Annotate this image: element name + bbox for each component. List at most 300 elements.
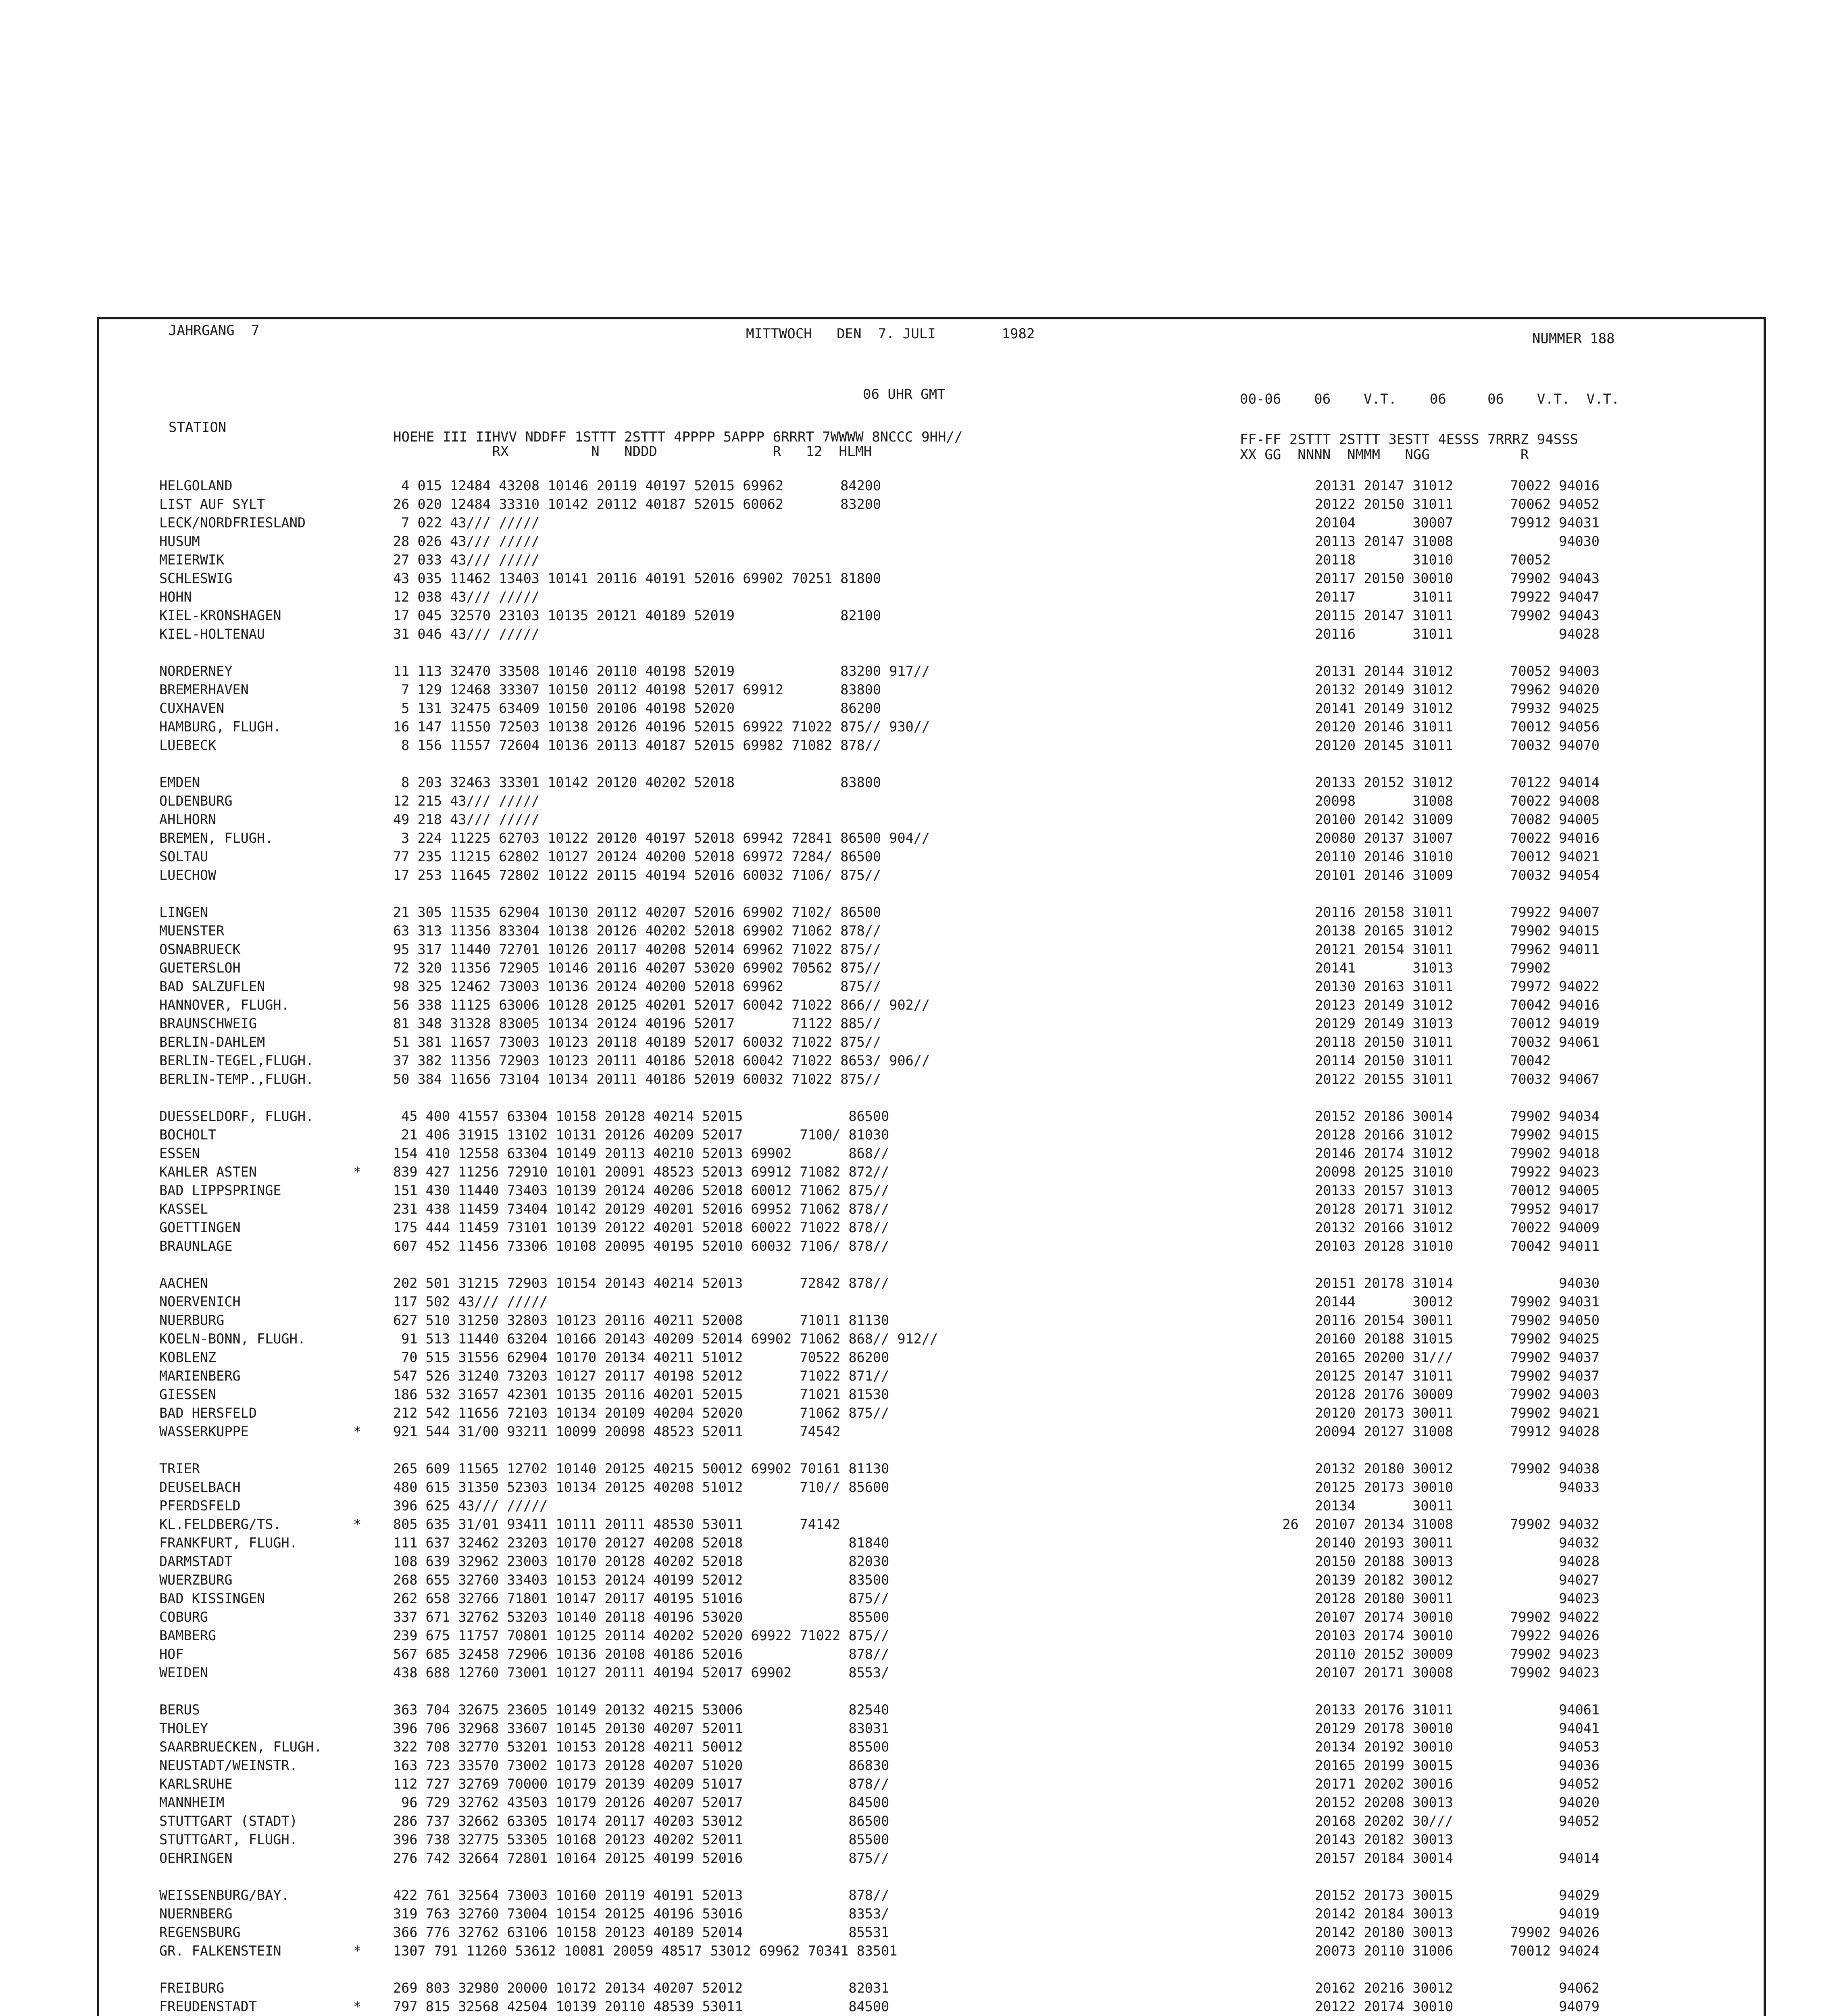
- synop-code-group-left: 95 317 11440 72701 10126 20117 40208 52014 69962 71022 875//: [393, 941, 881, 957]
- synop-code-group-right: 20118 20150 31011 70032 94061: [1258, 1034, 1600, 1050]
- station-name: KIEL-HOLTENAU: [159, 626, 265, 642]
- synop-code-group-left: 50 384 11656 73104 10134 20111 40186 52019 60032 71022 875//: [393, 1071, 881, 1087]
- table-row: [0, 1589, 1837, 1608]
- station-name: WEIDEN: [159, 1665, 208, 1681]
- synop-code-group-left: 212 542 11656 72103 10134 20109 40204 52020 71062 875//: [393, 1405, 889, 1421]
- synop-code-group-left: 480 615 31350 52303 10134 20125 40208 51012 710// 85600: [393, 1479, 889, 1495]
- synop-code-group-right: 20165 20200 31/// 79902 94037: [1258, 1350, 1600, 1365]
- synop-code-group-right: 20132 20149 31012 79962 94020: [1258, 682, 1600, 698]
- table-row: [0, 477, 1837, 495]
- synop-code-group-left: 269 803 32980 20000 10172 20134 40207 52012 82031: [393, 1980, 889, 1996]
- table-row: [0, 681, 1837, 699]
- synop-code-group-left: 8 203 32463 33301 10142 20120 40202 52018 83800: [393, 775, 881, 790]
- table-row: [0, 1107, 1837, 1126]
- station-name: BERLIN-TEMP.,FLUGH.: [159, 1071, 314, 1087]
- observation-time-right: 00-06 06 V.T. 06 06 V.T. V.T.: [1240, 391, 1620, 407]
- table-row: [0, 1552, 1837, 1571]
- station-name: LECK/NORDFRIESLAND: [159, 515, 306, 531]
- synop-code-group-left: 422 761 32564 73003 10160 20119 40191 52013 878//: [393, 1887, 889, 1903]
- table-row: [0, 1645, 1837, 1664]
- table-row: [0, 1218, 1837, 1237]
- table-row: [0, 699, 1837, 718]
- station-name: NOERVENICH: [159, 1294, 241, 1310]
- station-name: HAMBURG, FLUGH.: [159, 719, 281, 735]
- synop-code-group-right: 20152 20173 30015 94029: [1258, 1887, 1600, 1903]
- synop-code-group-right: 20140 20193 30011 94032: [1258, 1535, 1600, 1551]
- synop-code-group-right: 20122 20150 31011 70062 94052: [1258, 496, 1600, 512]
- station-name: WEISSENBURG/BAY.: [159, 1887, 290, 1903]
- synop-code-group-right: 20141 31013 79902: [1258, 960, 1551, 976]
- table-row: [0, 1200, 1837, 1218]
- synop-code-group-right: 20133 20157 31013 70012 94005: [1258, 1183, 1600, 1198]
- table-row: [0, 718, 1837, 736]
- synop-code-group-left: 547 526 31240 73203 10127 20117 40198 52012 71022 871//: [393, 1368, 889, 1384]
- synop-code-group-right: 20152 20208 30013 94020: [1258, 1795, 1600, 1810]
- station-name: TRIER: [159, 1461, 200, 1477]
- synop-code-group-left: 7 022 43/// /////: [393, 515, 540, 531]
- issue-date: MITTWOCH DEN 7. JULI 1982: [746, 326, 1035, 342]
- station-name: HANNOVER, FLUGH.: [159, 997, 290, 1013]
- synop-code-group-left: 627 510 31250 32803 10123 20116 40211 52008 71011 81130: [393, 1312, 889, 1328]
- synop-code-group-left: 108 639 32962 23003 10170 20128 40202 52018 82030: [393, 1554, 889, 1569]
- synop-code-group-left: 49 218 43/// /////: [393, 812, 540, 827]
- synop-code-group-left: 111 637 32462 23203 10170 20127 40208 52018 81840: [393, 1535, 889, 1551]
- table-row: [0, 1979, 1837, 1997]
- synop-code-group-right: 20120 20146 31011 70012 94056: [1258, 719, 1600, 735]
- station-name: FREUDENSTADT: [159, 1999, 257, 2014]
- synop-code-group-left: 231 438 11459 73404 10142 20129 40201 52016 69952 71062 878//: [393, 1201, 889, 1217]
- station-name: AACHEN: [159, 1275, 208, 1291]
- synop-code-group-right: 20138 20165 31012 79902 94015: [1258, 923, 1600, 939]
- synop-code-group-right: 20073 20110 31006 70012 94024: [1258, 1943, 1600, 1959]
- synop-code-group-left: 70 515 31556 62904 10170 20134 40211 51012 70522 86200: [393, 1350, 889, 1365]
- synop-code-group-left: 27 033 43/// /////: [393, 552, 540, 568]
- synop-code-group-left: 112 727 32769 70000 10179 20139 40209 51017 878//: [393, 1776, 889, 1792]
- station-name: BAD LIPPSPRINGE: [159, 1183, 281, 1198]
- station-name: COBURG: [159, 1609, 208, 1625]
- table-row: [0, 625, 1837, 644]
- station-name: FRANKFURT, FLUGH.: [159, 1535, 298, 1551]
- synop-code-group-right: 20151 20178 31014 94030: [1258, 1275, 1600, 1291]
- code-column-header-right: FF-FF 2STTT 2STTT 3ESTT 4ESSS 7RRRZ 94SSS: [1240, 431, 1579, 448]
- station-name: MANNHEIM: [159, 1795, 225, 1810]
- synop-code-group-right: 20116 20158 31011 79922 94007: [1258, 904, 1600, 920]
- station-name: ESSEN: [159, 1145, 200, 1161]
- synop-code-group-right: 20098 20125 31010 79922 94023: [1258, 1164, 1600, 1180]
- synop-code-group-left: 319 763 32760 73004 10154 20125 40196 53016 8353/: [393, 1906, 889, 1922]
- station-name: BREMEN, FLUGH.: [159, 830, 273, 846]
- synop-code-group-right: 20162 20216 30012 94062: [1258, 1980, 1600, 1996]
- synop-code-group-right: 20115 20147 31011 79902 94043: [1258, 608, 1600, 623]
- table-row: [0, 662, 1837, 681]
- synop-code-group-left: 7 129 12468 33307 10150 20112 40198 52017 69912 83800: [393, 682, 881, 698]
- station-name: OEHRINGEN: [159, 1850, 233, 1866]
- synop-code-group-right: 20121 20154 31011 79962 94011: [1258, 941, 1600, 957]
- table-row: [0, 1070, 1837, 1089]
- synop-code-group-right: 20142 20184 30013 94019: [1258, 1906, 1600, 1922]
- station-name: GOETTINGEN: [159, 1220, 241, 1235]
- synop-code-group-right: 20080 20137 31007 70022 94016: [1258, 830, 1600, 846]
- table-row: [0, 1330, 1837, 1348]
- synop-code-group-left: 12 215 43/// /////: [393, 793, 540, 809]
- synop-code-group-right: 20117 20150 30010 79902 94043: [1258, 571, 1600, 586]
- code-column-subheader-right: XX GG NNNN NMMM NGG R: [1240, 447, 1529, 463]
- table-row: [0, 866, 1837, 885]
- station-name: WASSERKUPPE: [159, 1424, 249, 1439]
- synop-code-group-right: 20133 20176 31011 94061: [1258, 1702, 1600, 1718]
- table-row: [0, 959, 1837, 977]
- table-row: [0, 773, 1837, 792]
- synop-code-group-right: 20098 31008 70022 94008: [1258, 793, 1600, 809]
- table-row: [0, 1886, 1837, 1905]
- table-row: [0, 1274, 1837, 1293]
- synop-code-group-left: 262 658 32766 71801 10147 20117 40195 51016 875//: [393, 1591, 889, 1606]
- table-row: [0, 1126, 1837, 1144]
- station-name: BERLIN-TEGEL,FLUGH.: [159, 1053, 314, 1068]
- synop-code-group-left: 51 381 11657 73003 10123 20118 40189 52017 60032 71022 875//: [393, 1034, 881, 1050]
- mountain-station-marker: *: [353, 1943, 362, 1959]
- synop-code-group-right: 20132 20180 30012 79902 94038: [1258, 1461, 1600, 1477]
- synop-code-group-left: 21 406 31915 13102 10131 20126 40209 52017 7100/ 81030: [393, 1127, 889, 1143]
- table-row: [0, 810, 1837, 829]
- synop-code-group-right: 20143 20182 30013: [1258, 1832, 1454, 1847]
- station-name: KL.FELDBERG/TS.: [159, 1516, 281, 1532]
- synop-code-group-left: 3 224 11225 62703 10122 20120 40197 52018 69942 72841 86500 904//: [393, 830, 930, 846]
- station-name: THOLEY: [159, 1720, 208, 1736]
- table-row: [0, 1664, 1837, 1682]
- synop-code-group-right: 20107 20171 30008 79902 94023: [1258, 1665, 1600, 1681]
- table-row: [0, 1701, 1837, 1719]
- station-name: BRAUNLAGE: [159, 1238, 233, 1254]
- station-name: MARIENBERG: [159, 1368, 241, 1384]
- synop-code-group-left: 37 382 11356 72903 10123 20111 40186 52018 60042 71022 8653/ 906//: [393, 1053, 930, 1068]
- synop-code-group-left: 91 513 11440 63204 10166 20143 40209 52014 69902 71062 868// 912//: [393, 1331, 938, 1347]
- table-row: [0, 922, 1837, 940]
- synop-code-group-left: 322 708 32770 53201 10153 20128 40211 50012 85500: [393, 1739, 889, 1755]
- station-name: HOF: [159, 1646, 184, 1662]
- synop-code-group-right: 20139 20182 30012 94027: [1258, 1572, 1600, 1588]
- station-name: HELGOLAND: [159, 478, 233, 494]
- station-name: OLDENBURG: [159, 793, 233, 809]
- synop-code-group-right: 20133 20152 31012 70122 94014: [1258, 775, 1600, 790]
- synop-code-group-left: 31 046 43/// /////: [393, 626, 540, 642]
- table-row: [0, 569, 1837, 588]
- synop-code-group-right: 20122 20174 30010 94079: [1258, 1999, 1600, 2014]
- synop-code-group-left: 96 729 32762 43503 10179 20126 40207 52017 84500: [393, 1795, 889, 1810]
- synop-code-group-right: 20134 30011: [1258, 1498, 1454, 1514]
- synop-code-group-left: 607 452 11456 73306 10108 20095 40195 52010 60032 7106/ 878//: [393, 1238, 889, 1254]
- synop-code-group-left: 337 671 32762 53203 10140 20118 40196 53020 85500: [393, 1609, 889, 1625]
- table-row: [0, 1997, 1837, 2016]
- synop-code-group-left: 366 776 32762 63106 10158 20123 40189 52014 85531: [393, 1924, 889, 1940]
- table-row: [0, 606, 1837, 625]
- synop-code-group-left: 186 532 31657 42301 10135 20116 40201 52015 71021 81530: [393, 1387, 889, 1402]
- table-row: [0, 1942, 1837, 1960]
- issue-number: NUMMER 188: [1532, 331, 1615, 347]
- table-row: [0, 1627, 1837, 1645]
- mountain-station-marker: *: [353, 1164, 362, 1180]
- synop-code-group-right: 20118 31010 70052: [1258, 552, 1551, 568]
- synop-code-group-left: 28 026 43/// /////: [393, 533, 540, 549]
- mountain-station-marker: *: [353, 1999, 362, 2014]
- synop-code-group-left: 396 706 32968 33607 10145 20130 40207 52011 83031: [393, 1720, 889, 1736]
- table-row: [0, 1793, 1837, 1812]
- station-name: AHLHORN: [159, 812, 217, 827]
- synop-code-group-right: 20100 20142 31009 70082 94005: [1258, 812, 1600, 827]
- station-name: NUERNBERG: [159, 1906, 233, 1922]
- station-name: GR. FALKENSTEIN: [159, 1943, 281, 1959]
- synop-code-group-right: 20107 20174 30010 79902 94022: [1258, 1609, 1600, 1625]
- table-row: [0, 1497, 1837, 1515]
- station-name: MUENSTER: [159, 923, 225, 939]
- synop-code-group-left: 5 131 32475 63409 10150 20106 40198 52020 86200: [393, 700, 881, 716]
- station-name: NUERBURG: [159, 1312, 225, 1328]
- station-name: BERUS: [159, 1702, 200, 1718]
- synop-code-group-right: 20144 30012 79902 94031: [1258, 1294, 1600, 1310]
- synop-code-group-right: 20120 20145 31011 70032 94070: [1258, 737, 1600, 753]
- synop-code-group-left: 839 427 11256 72910 10101 20091 48523 52013 69912 71082 872//: [393, 1164, 889, 1180]
- station-name: EMDEN: [159, 775, 200, 790]
- station-name: DUESSELDORF, FLUGH.: [159, 1108, 314, 1124]
- station-name: PFERDSFELD: [159, 1498, 241, 1514]
- table-row: [0, 1719, 1837, 1738]
- table-row: [0, 1923, 1837, 1942]
- table-row: [0, 1812, 1837, 1831]
- synop-code-group-left: 921 544 31/00 93211 10099 20098 48523 52011 74542: [393, 1424, 841, 1439]
- synop-code-group-right: 20131 20144 31012 70052 94003: [1258, 663, 1600, 679]
- table-row: [0, 996, 1837, 1014]
- synop-code-group-left: 8 156 11557 72604 10136 20113 40187 52015 69982 71082 878//: [393, 737, 881, 753]
- table-row: [0, 1422, 1837, 1441]
- synop-code-group-right: 20110 20152 30009 79902 94023: [1258, 1646, 1600, 1662]
- station-name: BAD SALZUFLEN: [159, 979, 265, 994]
- station-name: KOBLENZ: [159, 1350, 217, 1365]
- station-name: BRAUNSCHWEIG: [159, 1016, 257, 1031]
- table-row: [0, 1571, 1837, 1589]
- table-row: [0, 1534, 1837, 1552]
- table-row: [0, 1163, 1837, 1181]
- table-row: [0, 1237, 1837, 1256]
- synop-code-group-right: 20128 20176 30009 79902 94003: [1258, 1387, 1600, 1402]
- station-name: BAMBERG: [159, 1628, 217, 1643]
- station-name: KIEL-KRONSHAGEN: [159, 608, 281, 623]
- station-name: DARMSTADT: [159, 1554, 233, 1569]
- table-row: [0, 1849, 1837, 1868]
- synop-code-group-right: 20122 20155 31011 70032 94067: [1258, 1071, 1600, 1087]
- synop-code-group-right: 20157 20184 30014 94014: [1258, 1850, 1600, 1866]
- synop-code-group-left: 286 737 32662 63305 10174 20117 40203 53012 86500: [393, 1813, 889, 1829]
- station-name: HOHN: [159, 589, 192, 605]
- synop-code-group-left: 63 313 11356 83304 10138 20126 40202 52018 69902 71062 878//: [393, 923, 881, 939]
- synop-code-group-left: 72 320 11356 72905 10146 20116 40207 53020 69902 70562 875//: [393, 960, 881, 976]
- station-name: BREMERHAVEN: [159, 682, 249, 698]
- synop-code-group-left: 175 444 11459 73101 10139 20122 40201 52018 60022 71022 878//: [393, 1220, 889, 1235]
- station-name: KASSEL: [159, 1201, 208, 1217]
- table-row: [0, 1775, 1837, 1793]
- synop-code-group-left: 567 685 32458 72906 10136 20108 40186 52016 878//: [393, 1646, 889, 1662]
- table-row: [0, 1014, 1837, 1033]
- synop-code-group-left: 11 113 32470 33508 10146 20110 40198 52019 83200 917//: [393, 663, 930, 679]
- synop-code-group-left: 17 253 11645 72802 10122 20115 40194 52016 60032 7106/ 875//: [393, 867, 881, 883]
- table-row: [0, 829, 1837, 848]
- synop-code-group-right: 20116 20154 30011 79902 94050: [1258, 1312, 1600, 1328]
- synop-code-group-left: 396 738 32775 53305 10168 20123 40202 52011 85500: [393, 1832, 889, 1847]
- synop-code-group-left: 239 675 11757 70801 10125 20114 40202 52020 69922 71022 875//: [393, 1628, 889, 1643]
- table-row: [0, 551, 1837, 569]
- table-row: [0, 792, 1837, 810]
- station-name: KAHLER ASTEN: [159, 1164, 257, 1180]
- synop-code-group-left: 43 035 11462 13403 10141 20116 40191 52016 69902 70251 81800: [393, 571, 881, 586]
- table-row: [0, 514, 1837, 532]
- table-row: [0, 1404, 1837, 1422]
- synop-code-group-right: 20129 20178 30010 94041: [1258, 1720, 1600, 1736]
- table-row: [0, 1311, 1837, 1330]
- synop-code-group-right: 20132 20166 31012 70022 94009: [1258, 1220, 1600, 1235]
- table-row: [0, 532, 1837, 551]
- station-name: MEIERWIK: [159, 552, 225, 568]
- synop-code-group-right: 20134 20192 30010 94053: [1258, 1739, 1600, 1755]
- station-name: BAD KISSINGEN: [159, 1591, 265, 1606]
- station-name: NORDERNEY: [159, 663, 233, 679]
- station-name: REGENSBURG: [159, 1924, 241, 1940]
- synop-code-group-right: 20116 31011 94028: [1258, 626, 1600, 642]
- table-row: [0, 1756, 1837, 1775]
- synop-code-group-left: 797 815 32568 42504 10139 20110 48539 53011 84500: [393, 1999, 889, 2014]
- synop-code-group-left: 276 742 32664 72801 10164 20125 40199 52016 875//: [393, 1850, 889, 1866]
- table-row: [0, 736, 1837, 755]
- synop-code-group-left: 117 502 43/// /////: [393, 1294, 548, 1310]
- table-row: [0, 1515, 1837, 1534]
- synop-code-group-right: 20114 20150 31011 70042: [1258, 1053, 1551, 1068]
- table-row: [0, 1385, 1837, 1404]
- synop-code-group-left: 21 305 11535 62904 10130 20112 40207 52016 69902 7102/ 86500: [393, 904, 881, 920]
- station-name: FREIBURG: [159, 1980, 225, 1996]
- synop-code-group-left: 805 635 31/01 93411 10111 20111 48530 53011 74142: [393, 1516, 841, 1532]
- synop-code-group-left: 202 501 31215 72903 10154 20143 40214 52013 72842 878//: [393, 1275, 889, 1291]
- station-name: GIESSEN: [159, 1387, 217, 1402]
- table-row: [0, 1293, 1837, 1311]
- synop-code-group-right: 20152 20186 30014 79902 94034: [1258, 1108, 1600, 1124]
- table-row: [0, 940, 1837, 959]
- synop-code-group-right: 20171 20202 30016 94052: [1258, 1776, 1600, 1792]
- observation-time-left: 06 UHR GMT: [863, 386, 946, 402]
- station-column-header: STATION: [169, 419, 227, 435]
- station-name: SOLTAU: [159, 849, 208, 864]
- code-column-subheader-left: RX N NDDD R 12 HLMH: [393, 444, 872, 460]
- synop-code-group-left: 151 430 11440 73403 10139 20124 40206 52018 60012 71062 875//: [393, 1183, 889, 1198]
- synop-code-group-right: 26 20107 20134 31008 79902 94032: [1258, 1516, 1600, 1532]
- table-row: [0, 977, 1837, 996]
- synop-code-group-left: 163 723 33570 73002 10173 20128 40207 51020 86830: [393, 1758, 889, 1773]
- table-row: [0, 1144, 1837, 1163]
- table-row: [0, 1738, 1837, 1756]
- synop-code-group-left: 396 625 43/// /////: [393, 1498, 548, 1514]
- synop-code-group-right: 20128 20166 31012 79902 94015: [1258, 1127, 1600, 1143]
- synop-code-group-right: 20128 20180 30011 94023: [1258, 1591, 1600, 1606]
- table-row: [0, 1367, 1837, 1385]
- station-name: WUERZBURG: [159, 1572, 233, 1588]
- synop-code-group-right: 20141 20149 31012 79932 94025: [1258, 700, 1600, 716]
- volume-label: JAHRGANG 7: [169, 323, 260, 339]
- synop-code-group-right: 20123 20149 31012 70042 94016: [1258, 997, 1600, 1013]
- station-name: STUTTGART (STADT): [159, 1813, 298, 1829]
- station-name: KOELN-BONN, FLUGH.: [159, 1331, 306, 1347]
- synop-code-group-right: 20113 20147 31008 94030: [1258, 533, 1600, 549]
- synop-code-group-right: 20168 20202 30/// 94052: [1258, 1813, 1600, 1829]
- station-name: STUTTGART, FLUGH.: [159, 1832, 298, 1847]
- table-row: [0, 1478, 1837, 1497]
- station-name: SCHLESWIG: [159, 571, 233, 586]
- station-name: SAARBRUECKEN, FLUGH.: [159, 1739, 322, 1755]
- station-name: LIST AUF SYLT: [159, 496, 265, 512]
- station-name: LUECHOW: [159, 867, 217, 883]
- synop-code-group-right: 20160 20188 31015 79902 94025: [1258, 1331, 1600, 1347]
- mountain-station-marker: *: [353, 1424, 362, 1439]
- synop-code-group-right: 20130 20163 31011 79972 94022: [1258, 979, 1600, 994]
- station-name: LINGEN: [159, 904, 208, 920]
- synop-code-group-left: 17 045 32570 23103 10135 20121 40189 52019 82100: [393, 608, 881, 623]
- station-name: HUSUM: [159, 533, 200, 549]
- synop-code-group-right: 20142 20180 30013 79902 94026: [1258, 1924, 1600, 1940]
- station-name: DEUSELBACH: [159, 1479, 241, 1495]
- station-name: BOCHOLT: [159, 1127, 217, 1143]
- synop-code-group-left: 56 338 11125 63006 10128 20125 40201 52017 60042 71022 866// 902//: [393, 997, 930, 1013]
- table-row: [0, 1905, 1837, 1923]
- synop-code-group-right: 20117 31011 79922 94047: [1258, 589, 1600, 605]
- synop-code-group-right: 20125 20147 31011 79902 94037: [1258, 1368, 1600, 1384]
- table-row: [0, 1181, 1837, 1200]
- synop-code-group-right: 20165 20199 30015 94036: [1258, 1758, 1600, 1773]
- station-name: CUXHAVEN: [159, 700, 225, 716]
- table-row: [0, 1348, 1837, 1367]
- synop-code-group-right: 20129 20149 31013 70012 94019: [1258, 1016, 1600, 1031]
- synop-code-group-right: 20125 20173 30010 94033: [1258, 1479, 1600, 1495]
- station-name: OSNABRUECK: [159, 941, 241, 957]
- synop-code-group-left: 363 704 32675 23605 10149 20132 40215 53006 82540: [393, 1702, 889, 1718]
- synop-code-group-left: 26 020 12484 33310 10142 20112 40187 52015 60062 83200: [393, 496, 881, 512]
- synop-code-group-right: 20146 20174 31012 79902 94018: [1258, 1145, 1600, 1161]
- synop-code-group-left: 77 235 11215 62802 10127 20124 40200 52018 69972 7284/ 86500: [393, 849, 881, 864]
- synop-code-group-left: 81 348 31328 83005 10134 20124 40196 52017 71122 885//: [393, 1016, 881, 1031]
- synop-code-group-right: 20103 20174 30010 79922 94026: [1258, 1628, 1600, 1643]
- mountain-station-marker: *: [353, 1516, 362, 1532]
- synop-code-group-right: 20131 20147 31012 70022 94016: [1258, 478, 1600, 494]
- synop-code-group-left: 438 688 12760 73001 10127 20111 40194 52017 69902 8553/: [393, 1665, 889, 1681]
- synop-code-group-left: 4 015 12484 43208 10146 20119 40197 52015 69962 84200: [393, 478, 881, 494]
- synop-code-group-right: 20101 20146 31009 70032 94054: [1258, 867, 1600, 883]
- station-name: BERLIN-DAHLEM: [159, 1034, 265, 1050]
- synop-code-group-left: 268 655 32760 33403 10153 20124 40199 52012 83500: [393, 1572, 889, 1588]
- synop-code-group-left: 45 400 41557 63304 10158 20128 40214 52015 86500: [393, 1108, 889, 1124]
- table-row: [0, 1831, 1837, 1849]
- synop-code-group-right: 20150 20188 30013 94028: [1258, 1554, 1600, 1569]
- synop-code-group-left: 265 609 11565 12702 10140 20125 40215 50012 69902 70161 81130: [393, 1461, 889, 1477]
- table-row: [0, 1608, 1837, 1627]
- station-name: NEUSTADT/WEINSTR.: [159, 1758, 298, 1773]
- table-row: [0, 1460, 1837, 1478]
- synop-code-group-left: 98 325 12462 73003 10136 20124 40200 52018 69962 875//: [393, 979, 881, 994]
- synop-code-group-left: 1307 791 11260 53612 10081 20059 48517 53012 69962 70341 83501: [393, 1943, 898, 1959]
- synop-code-group-left: 16 147 11550 72503 10138 20126 40196 52015 69922 71022 875// 930//: [393, 719, 930, 735]
- synop-code-group-right: 20110 20146 31010 70012 94021: [1258, 849, 1600, 864]
- table-row: [0, 848, 1837, 866]
- code-column-header-left: HOEHE III IIHVV NDDFF 1STTT 2STTT 4PPPP 5APPP 6RRRT 7WWWW 8NCCC 9HH//: [393, 429, 963, 445]
- synop-code-group-right: 20104 30007 79912 94031: [1258, 515, 1600, 531]
- synop-code-group-right: 20120 20173 30011 79902 94021: [1258, 1405, 1600, 1421]
- station-name: LUEBECK: [159, 737, 217, 753]
- table-row: [0, 495, 1837, 514]
- station-name: GUETERSLOH: [159, 960, 241, 976]
